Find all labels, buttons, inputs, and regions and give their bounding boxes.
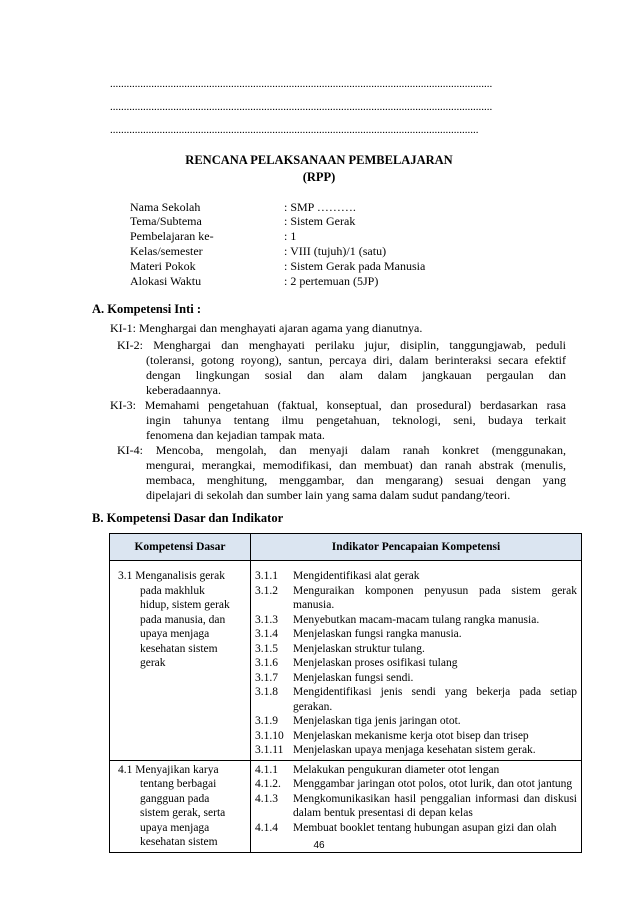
header-indikator: Indikator Pencapaian Kompetensi [251, 534, 582, 561]
header-kompetensi-dasar: Kompetensi Dasar [110, 534, 251, 561]
indicator-text: Menjelaskan upaya menjaga kesehatan sistem gerak. [293, 744, 536, 756]
indicator-number: 4.1.2. [255, 778, 281, 790]
indicator-number: 3.1.8 [255, 686, 278, 698]
ki-4-line: membaca, menghitung, menggambar, dan mengarang) sesuai dengan yang [146, 473, 566, 487]
ki-3-line: fenomena dan kejadian tampak mata. [146, 428, 325, 442]
indicator-number: 3.1.5 [255, 642, 278, 655]
dotted-line-2: ........................................................................................................................................... [110, 101, 493, 113]
indicator-number: 3.1.7 [255, 671, 278, 684]
indicator-item [255, 627, 577, 642]
indicator-text: Mengkomunikasikan hasil penggalian informasi dan diskusi dalam bentuk presentasi di depan kelas [293, 792, 577, 819]
identity-label: Kelas/semester [130, 244, 203, 258]
identity-value: : VIII (tujuh)/1 (satu) [284, 244, 387, 258]
document-title: RENCANA PELAKSANAAN PEMBELAJARAN [185, 153, 453, 167]
indicator-item [255, 584, 577, 613]
ki-3-first-line: KI-3: Memahami pengetahuan (faktual, konseptual, dan prosedural) berdasarkan rasa [110, 398, 566, 412]
identity-value: : 1 [284, 229, 297, 243]
ki-2-first-line: KI-2: Menghargai dan menghayati perilaku jujur, disiplin, tanggungjawab, peduli [117, 338, 566, 352]
section-a-heading: A. Kompetensi Inti : [92, 302, 202, 316]
ki-4-line: mengurai, merangkai, memodifikasi, dan membuat) dan ranah abstrak (menulis, [146, 458, 566, 472]
ki-4-line: dipelajari di sekolah dan sumber lain yang sama dalam sudut pandang/teori. [146, 488, 511, 502]
indicator-text: Menyebutkan macam-macam tulang rangka manusia. [293, 613, 540, 626]
identity-value: : SMP ………. [284, 200, 356, 214]
ki-1: KI-1: Menghargai dan menghayati ajaran agama yang dianutnya. [110, 321, 423, 335]
ki-4-first-line: KI-4: Mencoba, mengolah, dan menyaji dalam ranah konkret (menggunakan, [117, 443, 566, 457]
indicator-text: Menjelaskan fungsi sendi. [293, 671, 414, 684]
indicator-number: 3.1.9 [255, 715, 278, 727]
ki-2-line: dengan lingkungan sosial dan alam dalam jangkauan pergaulan dan [146, 368, 566, 382]
identity-value: : Sistem Gerak [284, 214, 356, 228]
identity-label: Nama Sekolah [130, 200, 201, 214]
document-subtitle: (RPP) [302, 170, 336, 184]
indicator-text: Melakukan pengukuran diameter otot lengan [293, 763, 500, 776]
ki-2-line: (toleransi, gotong royong), santun, percaya diri, dalam berinteraksi secara efektif [146, 353, 566, 367]
indicator-text: Membuat booklet tentang hubungan asupan gizi dan olah [293, 821, 557, 834]
ki-3-line: ingin tahunya tentang ilmu pengetahuan, teknologi, seni, budaya terkait [146, 413, 566, 427]
section-b-heading: B. Kompetensi Dasar dan Indikator [92, 511, 284, 525]
indicator-number: 3.1.11 [255, 744, 284, 756]
indicator-item [255, 613, 577, 628]
kd-cell [110, 561, 251, 761]
indicator-item [255, 821, 577, 836]
indicator-number: 4.1.3 [255, 792, 278, 805]
indicator-cell [251, 561, 582, 761]
page-number: 46 [313, 840, 325, 851]
indicator-number: 4.1.4 [255, 821, 278, 834]
identity-label: Tema/Subtema [130, 214, 202, 228]
indicator-item [255, 671, 577, 686]
indicator-text: Menguraikan komponen penyusun pada sistem gerak manusia. [293, 584, 577, 611]
competency-table [109, 533, 582, 853]
indicator-item [255, 714, 577, 729]
indicator-text: Menjelaskan proses osifikasi tulang [293, 657, 458, 669]
indicator-text: Menjelaskan tiga jenis jaringan otot. [293, 715, 461, 727]
identity-value: : 2 pertemuan (5JP) [284, 274, 379, 288]
ki-2-line: keberadaannya. [146, 383, 221, 397]
identity-label: Materi Pokok [130, 259, 196, 273]
indicator-number: 3.1.1 [255, 570, 278, 582]
indicator-number: 3.1.4 [255, 628, 278, 640]
identity-value: : Sistem Gerak pada Manusia [284, 259, 426, 273]
indicator-number: 3.1.6 [255, 657, 278, 669]
indicator-item [255, 743, 577, 758]
indicator-number: 3.1.10 [255, 729, 284, 742]
indicator-item [255, 729, 577, 744]
indicator-item [255, 656, 577, 671]
indicator-text: Mengidentifikasi alat gerak [293, 570, 420, 582]
indicator-number: 4.1.1 [255, 763, 278, 776]
indicator-number: 3.1.2 [255, 584, 278, 597]
indicator-text: Menjelaskan struktur tulang. [293, 642, 425, 655]
kd-text: 4.1 Menyajikan karya tentang berbagai gangguan pada sistem gerak, serta upaya menjaga kesehatan sistem [118, 763, 226, 848]
indicator-text: Menggambar jaringan otot polos, otot lurik, dan otot jantung [293, 778, 573, 790]
dotted-line-1: ........................................................................................................................................... [110, 78, 493, 90]
dotted-line-3: ...................................................................................................................................... [110, 124, 479, 136]
indicator-item [255, 569, 577, 584]
indicator-item [255, 642, 577, 657]
indicator-item [255, 763, 577, 778]
indicator-number: 3.1.3 [255, 613, 278, 626]
indicator-text: Mengidentifikasi jenis sendi yang bekerja pada setiap gerakan. [293, 686, 577, 713]
indicator-item [255, 685, 577, 714]
table-header-row [110, 534, 582, 561]
indicator-text: Menjelaskan mekanisme kerja otot bisep dan trisep [293, 729, 529, 742]
identity-label: Pembelajaran ke- [130, 229, 214, 243]
identity-label: Alokasi Waktu [130, 274, 202, 288]
indicator-text: Menjelaskan fungsi rangka manusia. [293, 628, 462, 640]
indicator-item [255, 792, 577, 821]
kd-text: 3.1 Menganalisis gerak pada makhluk hidup, sistem gerak pada manusia, dan upaya menjaga kesehatan sistem gerak [118, 570, 230, 669]
indicator-item [255, 777, 577, 792]
table-row [110, 561, 582, 761]
